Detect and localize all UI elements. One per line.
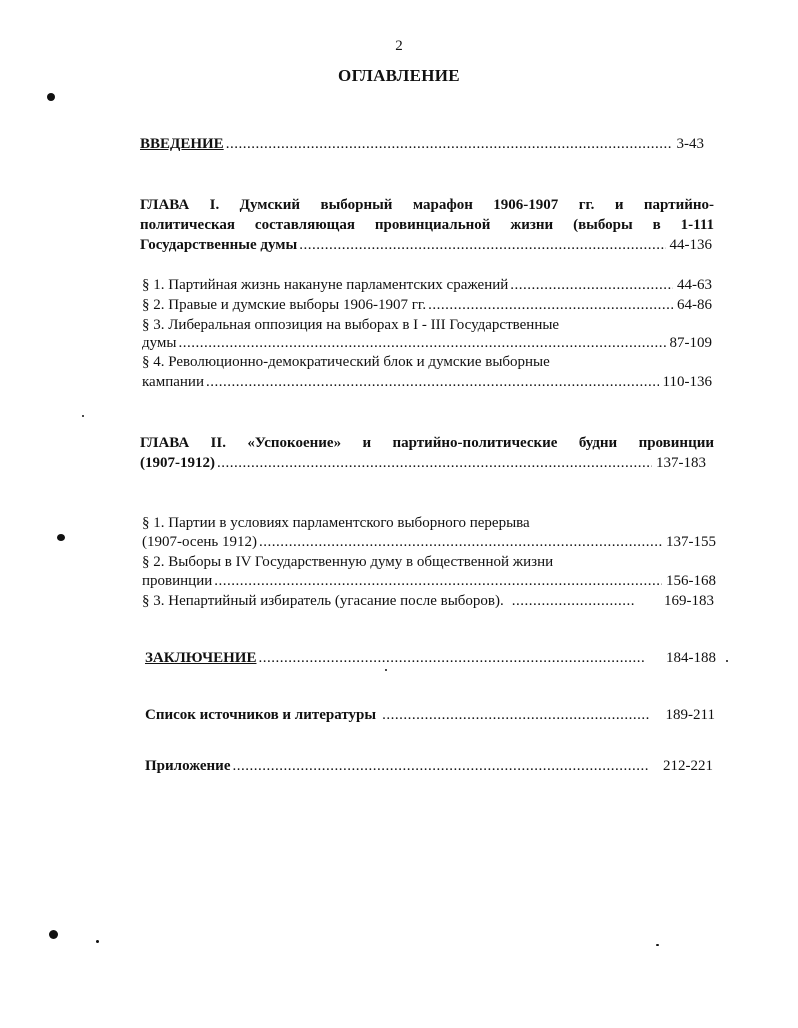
scan-speck — [49, 930, 58, 939]
toc-label: § 2. Правые и думские выборы 1906-1907 гг. — [142, 297, 427, 313]
toc-label: кампании — [142, 374, 204, 390]
toc-entry-appendix — [145, 756, 713, 776]
toc-label: думы — [142, 335, 177, 351]
toc-label: ВВЕДЕНИЕ — [140, 136, 224, 152]
scan-speck — [656, 944, 659, 946]
toc-entry-ch1-s4 — [142, 372, 712, 392]
scan-speck — [726, 660, 728, 662]
dot-leader — [428, 295, 673, 315]
toc-pages: 44-136 — [669, 237, 712, 253]
dot-leader — [226, 134, 673, 154]
chapter2-title-line1: ГЛАВА II. «Успокоение» и партийно-политические будни провинции — [140, 435, 714, 451]
toc-label: Государственные думы — [140, 237, 298, 253]
scan-speck — [82, 415, 84, 417]
toc-pages: 137-183 — [656, 455, 706, 471]
toc-entry-ch2-s2 — [142, 571, 716, 591]
toc-pages: 212-221 — [663, 758, 713, 774]
toc-entry-ch2-s1 — [142, 532, 716, 552]
dot-leader — [214, 571, 662, 591]
toc-pages: 110-136 — [662, 374, 712, 390]
toc-entry-ch2-s2-line1: § 2. Выборы в IV Государственную думу в общественной жизни — [142, 554, 554, 570]
toc-entry-chapter2 — [140, 453, 706, 473]
scan-speck — [47, 93, 55, 101]
toc-entry-ch2-s3 — [142, 591, 714, 611]
toc-label: (1907-осень 1912) — [142, 534, 257, 550]
dot-leader — [258, 648, 644, 668]
toc-label: Приложение — [145, 758, 231, 774]
toc-pages: 64-86 — [677, 297, 712, 313]
toc-pages: 156-168 — [666, 573, 716, 589]
toc-entry-ch1-s3 — [142, 333, 712, 353]
scan-speck — [96, 940, 99, 943]
dot-leader — [217, 453, 652, 473]
dot-leader — [382, 705, 649, 725]
chapter1-title-line1: ГЛАВА I. Думский выборный марафон 1906-1907 гг. и партийно- — [140, 197, 714, 213]
toc-entry-conclusion — [145, 648, 716, 668]
page-title: ОГЛАВЛЕНИЕ — [338, 66, 460, 85]
scan-speck — [57, 534, 65, 541]
toc-pages: 189-211 — [665, 707, 715, 723]
toc-entry-intro — [140, 134, 704, 154]
toc-label: ЗАКЛЮЧЕНИЕ — [145, 650, 257, 666]
toc-pages: 87-109 — [669, 335, 712, 351]
dot-leader — [299, 235, 665, 255]
toc-pages: 184-188 — [666, 650, 716, 666]
toc-label: (1907-1912) — [140, 455, 215, 471]
dot-leader — [510, 275, 673, 295]
toc-label: Список источников и литературы — [145, 707, 377, 723]
dot-leader — [512, 591, 636, 611]
dot-leader — [179, 333, 666, 353]
page-number: 2 — [395, 38, 403, 54]
toc-label: § 1. Партийная жизнь накануне парламентских сражений — [142, 277, 509, 293]
dot-leader — [206, 372, 659, 392]
toc-pages: 169-183 — [664, 593, 714, 609]
toc-label: § 3. Непартийный избиратель (угасание после выборов). — [142, 593, 504, 609]
dot-leader — [259, 532, 662, 552]
toc-entry-chapter1 — [140, 235, 712, 255]
scan-speck — [385, 669, 387, 671]
toc-pages: 3-43 — [676, 136, 704, 152]
toc-entry-ch1-s1 — [142, 275, 712, 295]
chapter1-title-line2: политическая составляющая провинциальной жизни (выборы в 1-111 — [140, 217, 714, 233]
toc-pages: 44-63 — [677, 277, 712, 293]
toc-entry-sources — [145, 705, 715, 725]
dot-leader — [232, 756, 649, 776]
toc-entry-ch1-s3-line1: § 3. Либеральная оппозиция на выборах в I - III Государственные — [142, 317, 560, 333]
toc-label: провинции — [142, 573, 213, 589]
toc-entry-ch1-s2 — [142, 295, 712, 315]
toc-entry-ch1-s4-line1: § 4. Революционно-демократический блок и думские выборные — [142, 354, 550, 370]
toc-pages: 137-155 — [666, 534, 716, 550]
toc-entry-ch2-s1-line1: § 1. Партии в условиях парламентского выборного перерыва — [142, 515, 530, 531]
